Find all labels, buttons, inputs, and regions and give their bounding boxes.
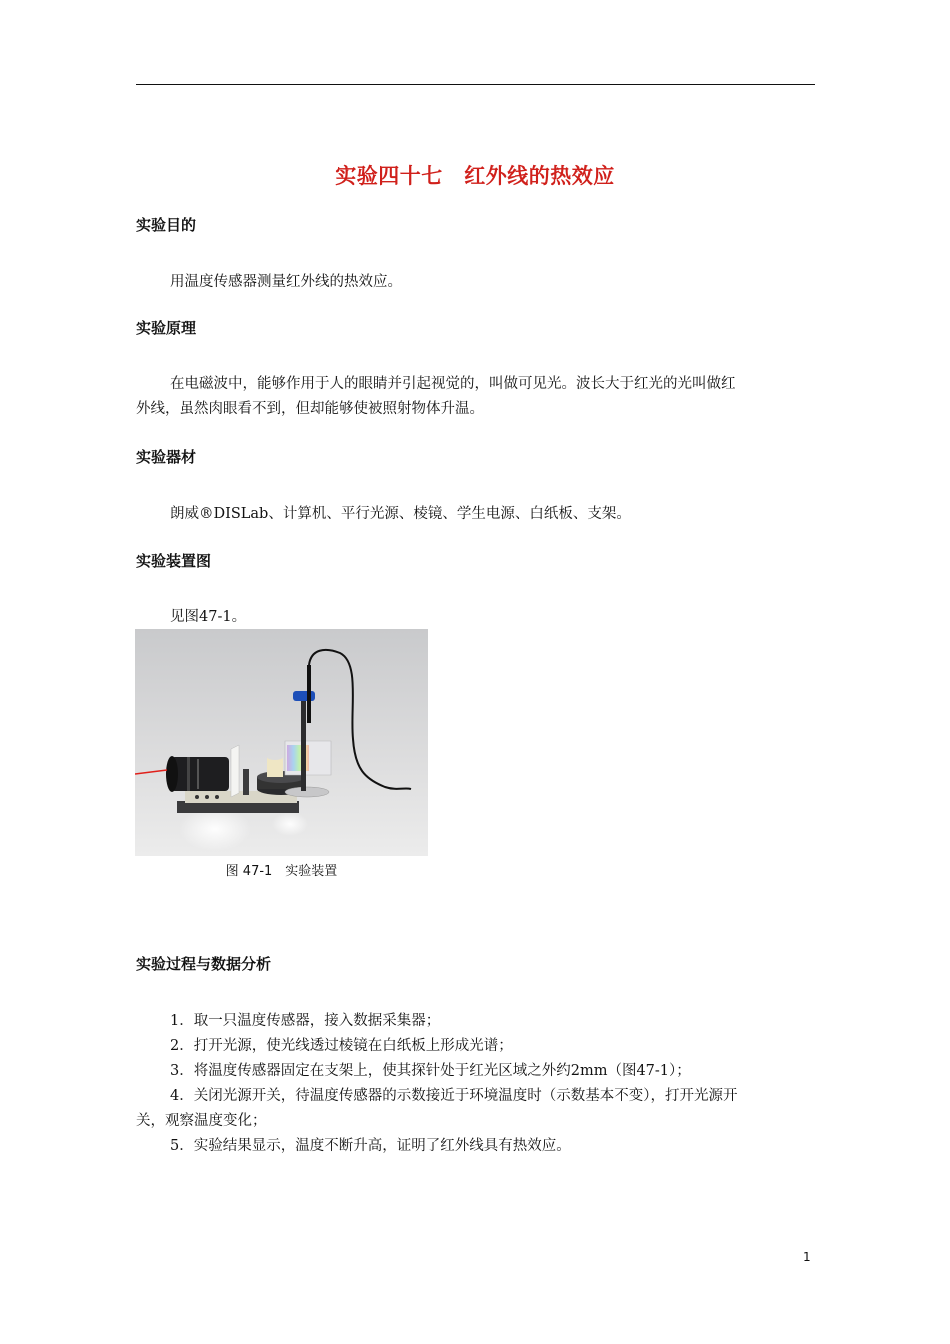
page-title: 实验四十七 红外线的热效应 [335, 164, 615, 188]
step-4-continued: 关，观察温度变化； [136, 1113, 267, 1129]
page-number: 1 [803, 1250, 811, 1264]
heading-setup: 实验装置图 [136, 552, 212, 570]
apparatus-photo [135, 629, 428, 856]
procedure-steps [136, 1009, 816, 1159]
purpose-line: 用温度传感器测量红外线的热效应。 [170, 274, 402, 290]
setup-text [136, 605, 816, 630]
principle-text [136, 372, 816, 422]
figure-caption: 图 47-1 实验装置 [225, 864, 338, 879]
heading-principle: 实验原理 [136, 319, 197, 337]
principle-line-1: 在电磁波中，能够作用于人的眼睛并引起视觉的，叫做可见光。波长大于红光的光叫做红 [170, 376, 736, 392]
step-4: 4．关闭光源开关，待温度传感器的示数接近于环境温度时（示数基本不变），打开光源开 [170, 1088, 738, 1104]
step-5: 5．实验结果显示，温度不断升高，证明了红外线具有热效应。 [170, 1138, 571, 1154]
heading-purpose: 实验目的 [136, 216, 197, 234]
equipment-text [136, 502, 816, 527]
header-rule [136, 84, 815, 85]
step-3: 3．将温度传感器固定在支架上，使其探针处于红光区域之外约2mm（图47-1）； [170, 1063, 691, 1079]
apparatus-illustration [135, 629, 428, 856]
step-2: 2．打开光源，使光线透过棱镜在白纸板上形成光谱； [170, 1038, 513, 1054]
principle-line-2: 外线，虽然肉眼看不到，但却能够使被照射物体升温。 [136, 401, 484, 417]
step-1: 1．取一只温度传感器，接入数据采集器； [170, 1013, 441, 1029]
setup-line: 见图47-1。 [170, 609, 247, 625]
heading-equipment: 实验器材 [136, 448, 197, 466]
heading-procedure: 实验过程与数据分析 [136, 955, 272, 973]
equipment-line: 朗威®DISLab、计算机、平行光源、棱镜、学生电源、白纸板、支架。 [170, 506, 631, 522]
purpose-text [136, 270, 816, 295]
